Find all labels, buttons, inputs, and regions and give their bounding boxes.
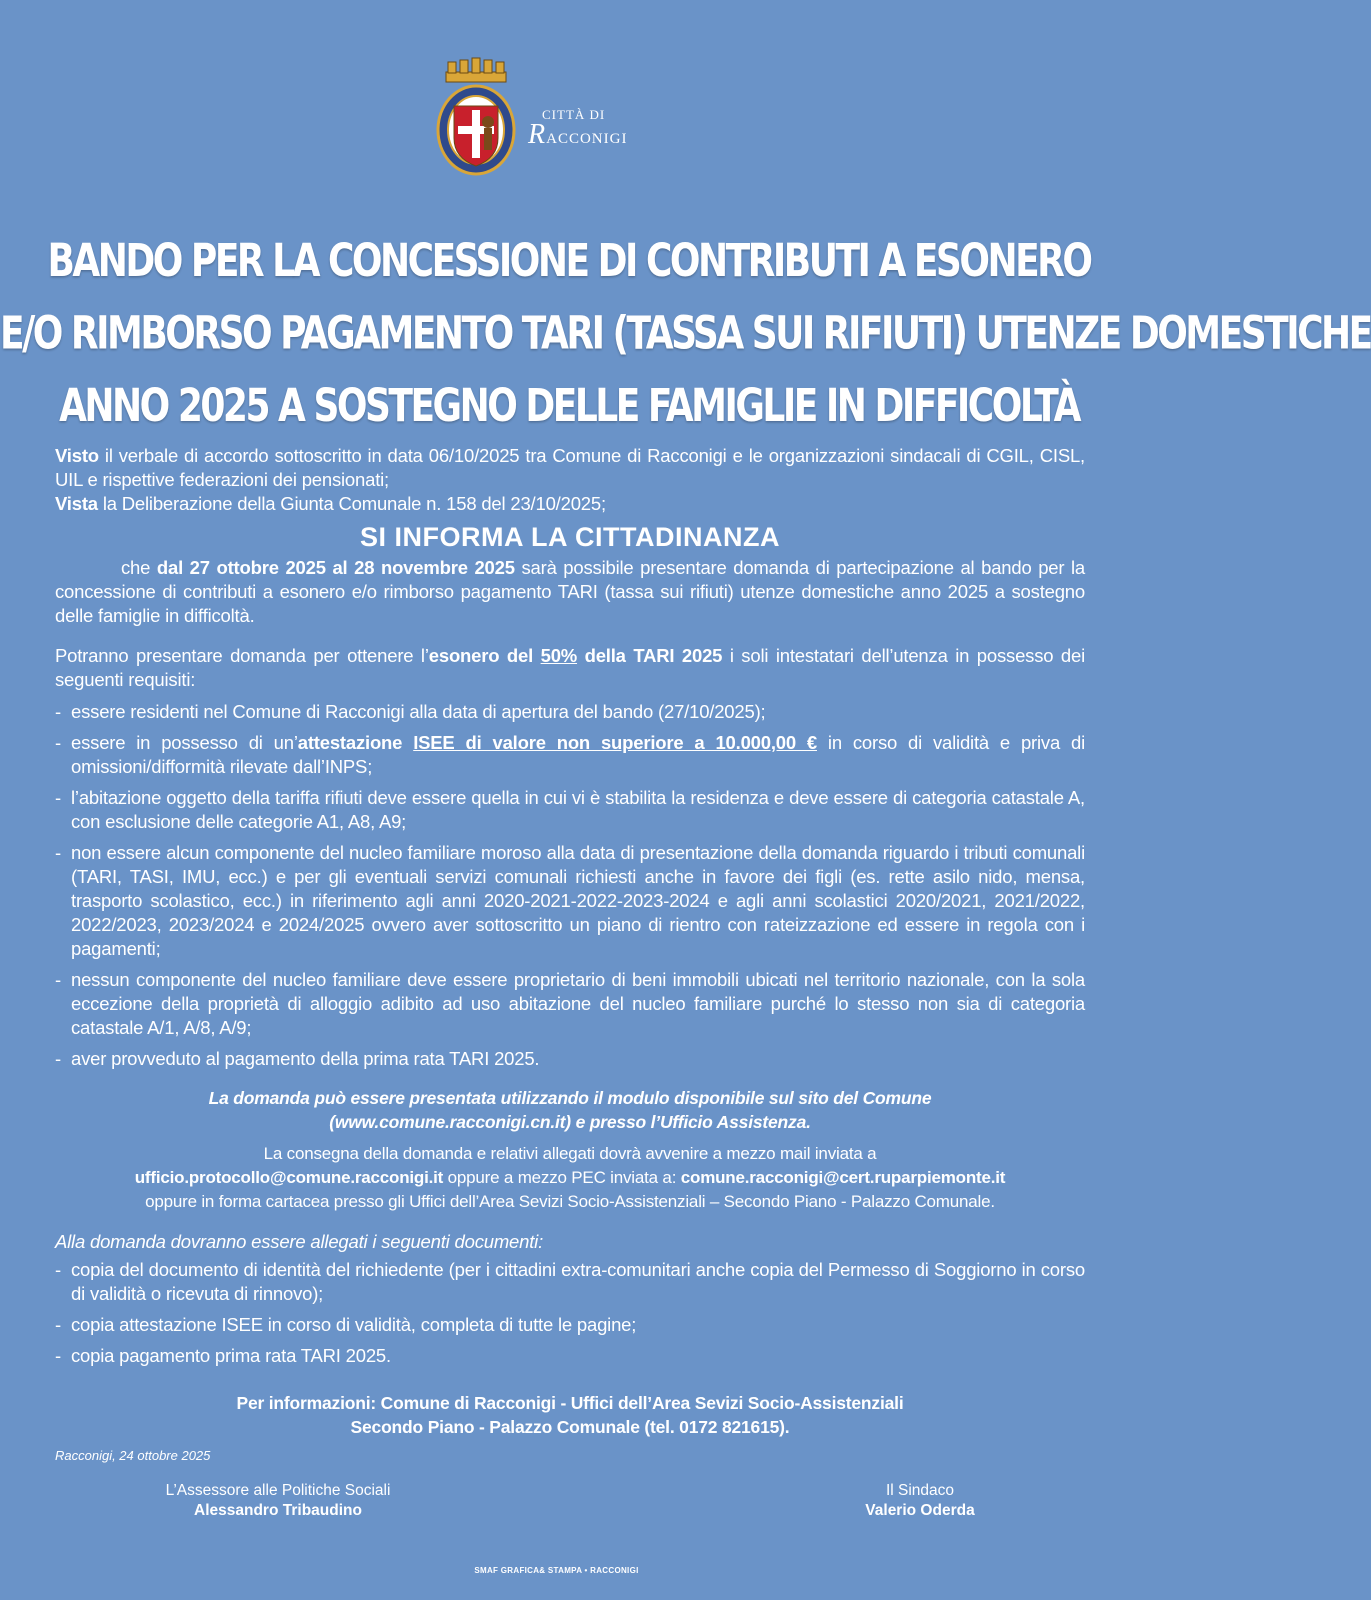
intro-visto: Visto il verbale di accordo sottoscritto in data 06/10/2025 tra Comune di Racconigi e le organizzazioni sindacali di CGIL, CISL, UIL e rispettive federazioni dei pensionati; <box>55 445 1085 490</box>
info-contact: Per informazioni: Comune di Racconigi - Uffici dell’Area Sevizi Socio-Assistenziali Secondo Piano - Palazzo Comunale (tel. 0172 821615). <box>236 1393 904 1437</box>
list-item: - essere residenti nel Comune di Racconigi alla data di apertura del bando (27/10/2025); <box>55 700 1085 724</box>
intro-vista: Vista la Deliberazione della Giunta Comunale n. 158 del 23/10/2025; <box>55 493 606 514</box>
list-item: - copia del documento di identità del richiedente (per i cittadini extra-comunitari anche copia del Permesso di Soggiorno in corso di validità o ricevuta di rinnovo); <box>55 1258 1085 1306</box>
title-line-3: ANNO 2025 A SOSTEGNO DELLE FAMIGLIE IN DIFFICOLTÀ <box>59 381 1079 433</box>
signature-sindaco: Il Sindaco Valerio Oderda <box>865 1482 975 1519</box>
pec-link[interactable]: comune.racconigi@cert.ruparpiemonte.it <box>680 1168 1006 1187</box>
list-item: - essere in possesso di un’attestazione ISEE di valore non superiore a 10.000,00 € in corso di validità e priva di omissioni/difformità rilevate dall’INPS; <box>55 731 1085 779</box>
announcement: che dal 27 ottobre 2025 al 28 novembre 2025 sarà possibile presentare domanda di partecipazione al bando per la concessione di contributi a esonero e/o rimborso pagamento TARI (tassa sui rifiuti) utenze domestiche anno 2025 a sostegno delle famiglie in difficoltà. <box>55 557 1086 626</box>
title-line-2: E/O RIMBORSO PAGAMENTO TARI (TASSA SUI RIFIUTI) UTENZE DOMESTICHE <box>0 308 1371 360</box>
list-item: - copia attestazione ISEE in corso di validità, completa di tutte le pagine; <box>55 1313 1085 1337</box>
printer-credit: SMAF GRAFICA& STAMPA • RACCONIGI <box>474 1566 639 1575</box>
document-body <box>55 444 1085 1439</box>
list-item: - aver provveduto al pagamento della prima rata TARI 2025. <box>55 1047 1085 1071</box>
eligibility-intro: Potranno presentare domanda per ottenere l’esonero del 50% della TARI 2025 i soli intestatari dell’utenza in possesso dei seguenti requisiti: <box>55 645 1086 690</box>
list-item: - l’abitazione oggetto della tariffa rifiuti deve essere quella in cui vi è stabilita la residenza e deve essere di categoria catastale A, con esclusione delle categorie A1, A8, A9; <box>55 786 1085 834</box>
logo-citta-di: CITTÀ DI <box>542 107 606 122</box>
coat-of-arms-icon <box>436 58 516 178</box>
city-logo <box>436 58 636 178</box>
documents-list <box>55 1258 1085 1368</box>
document-date: Racconigi, 24 ottobre 2025 <box>55 1448 211 1463</box>
section-heading: SI INFORMA LA CITTADINANZA <box>360 522 780 552</box>
modulo-note: La domanda può essere presentata utilizzando il modulo disponibile sul sito del Comune (www.comune.racconigi.cn.it) e presso l’Ufficio Assistenza. <box>208 1088 932 1132</box>
logo-text <box>528 108 627 149</box>
requirements-list <box>55 700 1085 1071</box>
signature-assessore: L’Assessore alle Politiche Sociali Alessandro Tribaudino <box>165 1482 391 1519</box>
documents-heading: Alla domanda dovranno essere allegati i seguenti documenti: <box>55 1231 544 1252</box>
consegna-note: La consegna della domanda e relativi allegati dovrà avvenire a mezzo mail inviata a ufficio.protocollo@comune.racconigi.it oppure a mezzo PEC inviata a: comune.racconigi@cert.ruparpiemonte.it oppure in forma cartacea presso gli Uffici dell’Area Sevizi Socio-Assistenziali – Secondo Piano - Palazzo Comunale. <box>134 1144 1006 1211</box>
list-item: - nessun componente del nucleo familiare deve essere proprietario di beni immobili ubicati nel territorio nazionale, con la sola eccezione della proprietà di alloggio adibito ad uso abitazione del nucleo familiare purché lo stesso non sia di categoria catastale A/1, A/8, A/9; <box>55 968 1085 1040</box>
logo-city-name: RACCONIGI <box>528 119 628 150</box>
list-item: - non essere alcun componente del nucleo familiare moroso alla data di presentazione della domanda riguardo i tributi comunali (TARI, TASI, IMU, ecc.) e per gli eventuali servizi comunali richiesti anche in favore dei figli (es. rette asilo nido, mensa, trasporto scolastico, ecc.) in riferimento agli anni 2020-2021-2022-2023-2024 e agli anni scolastici 2020/2021, 2021/2022, 2022/2023, 2023/2024 e 2024/2025 ovvero aver sottoscritto un piano di rientro con rateizzazione ed essere in regola con i pagamenti; <box>55 841 1085 961</box>
list-item: - copia pagamento prima rata TARI 2025. <box>55 1344 1085 1368</box>
title-line-1: BANDO PER LA CONCESSIONE DI CONTRIBUTI A ESONERO <box>47 236 1091 288</box>
page-title <box>0 226 1371 444</box>
email-link[interactable]: ufficio.protocollo@comune.racconigi.it <box>134 1168 444 1187</box>
